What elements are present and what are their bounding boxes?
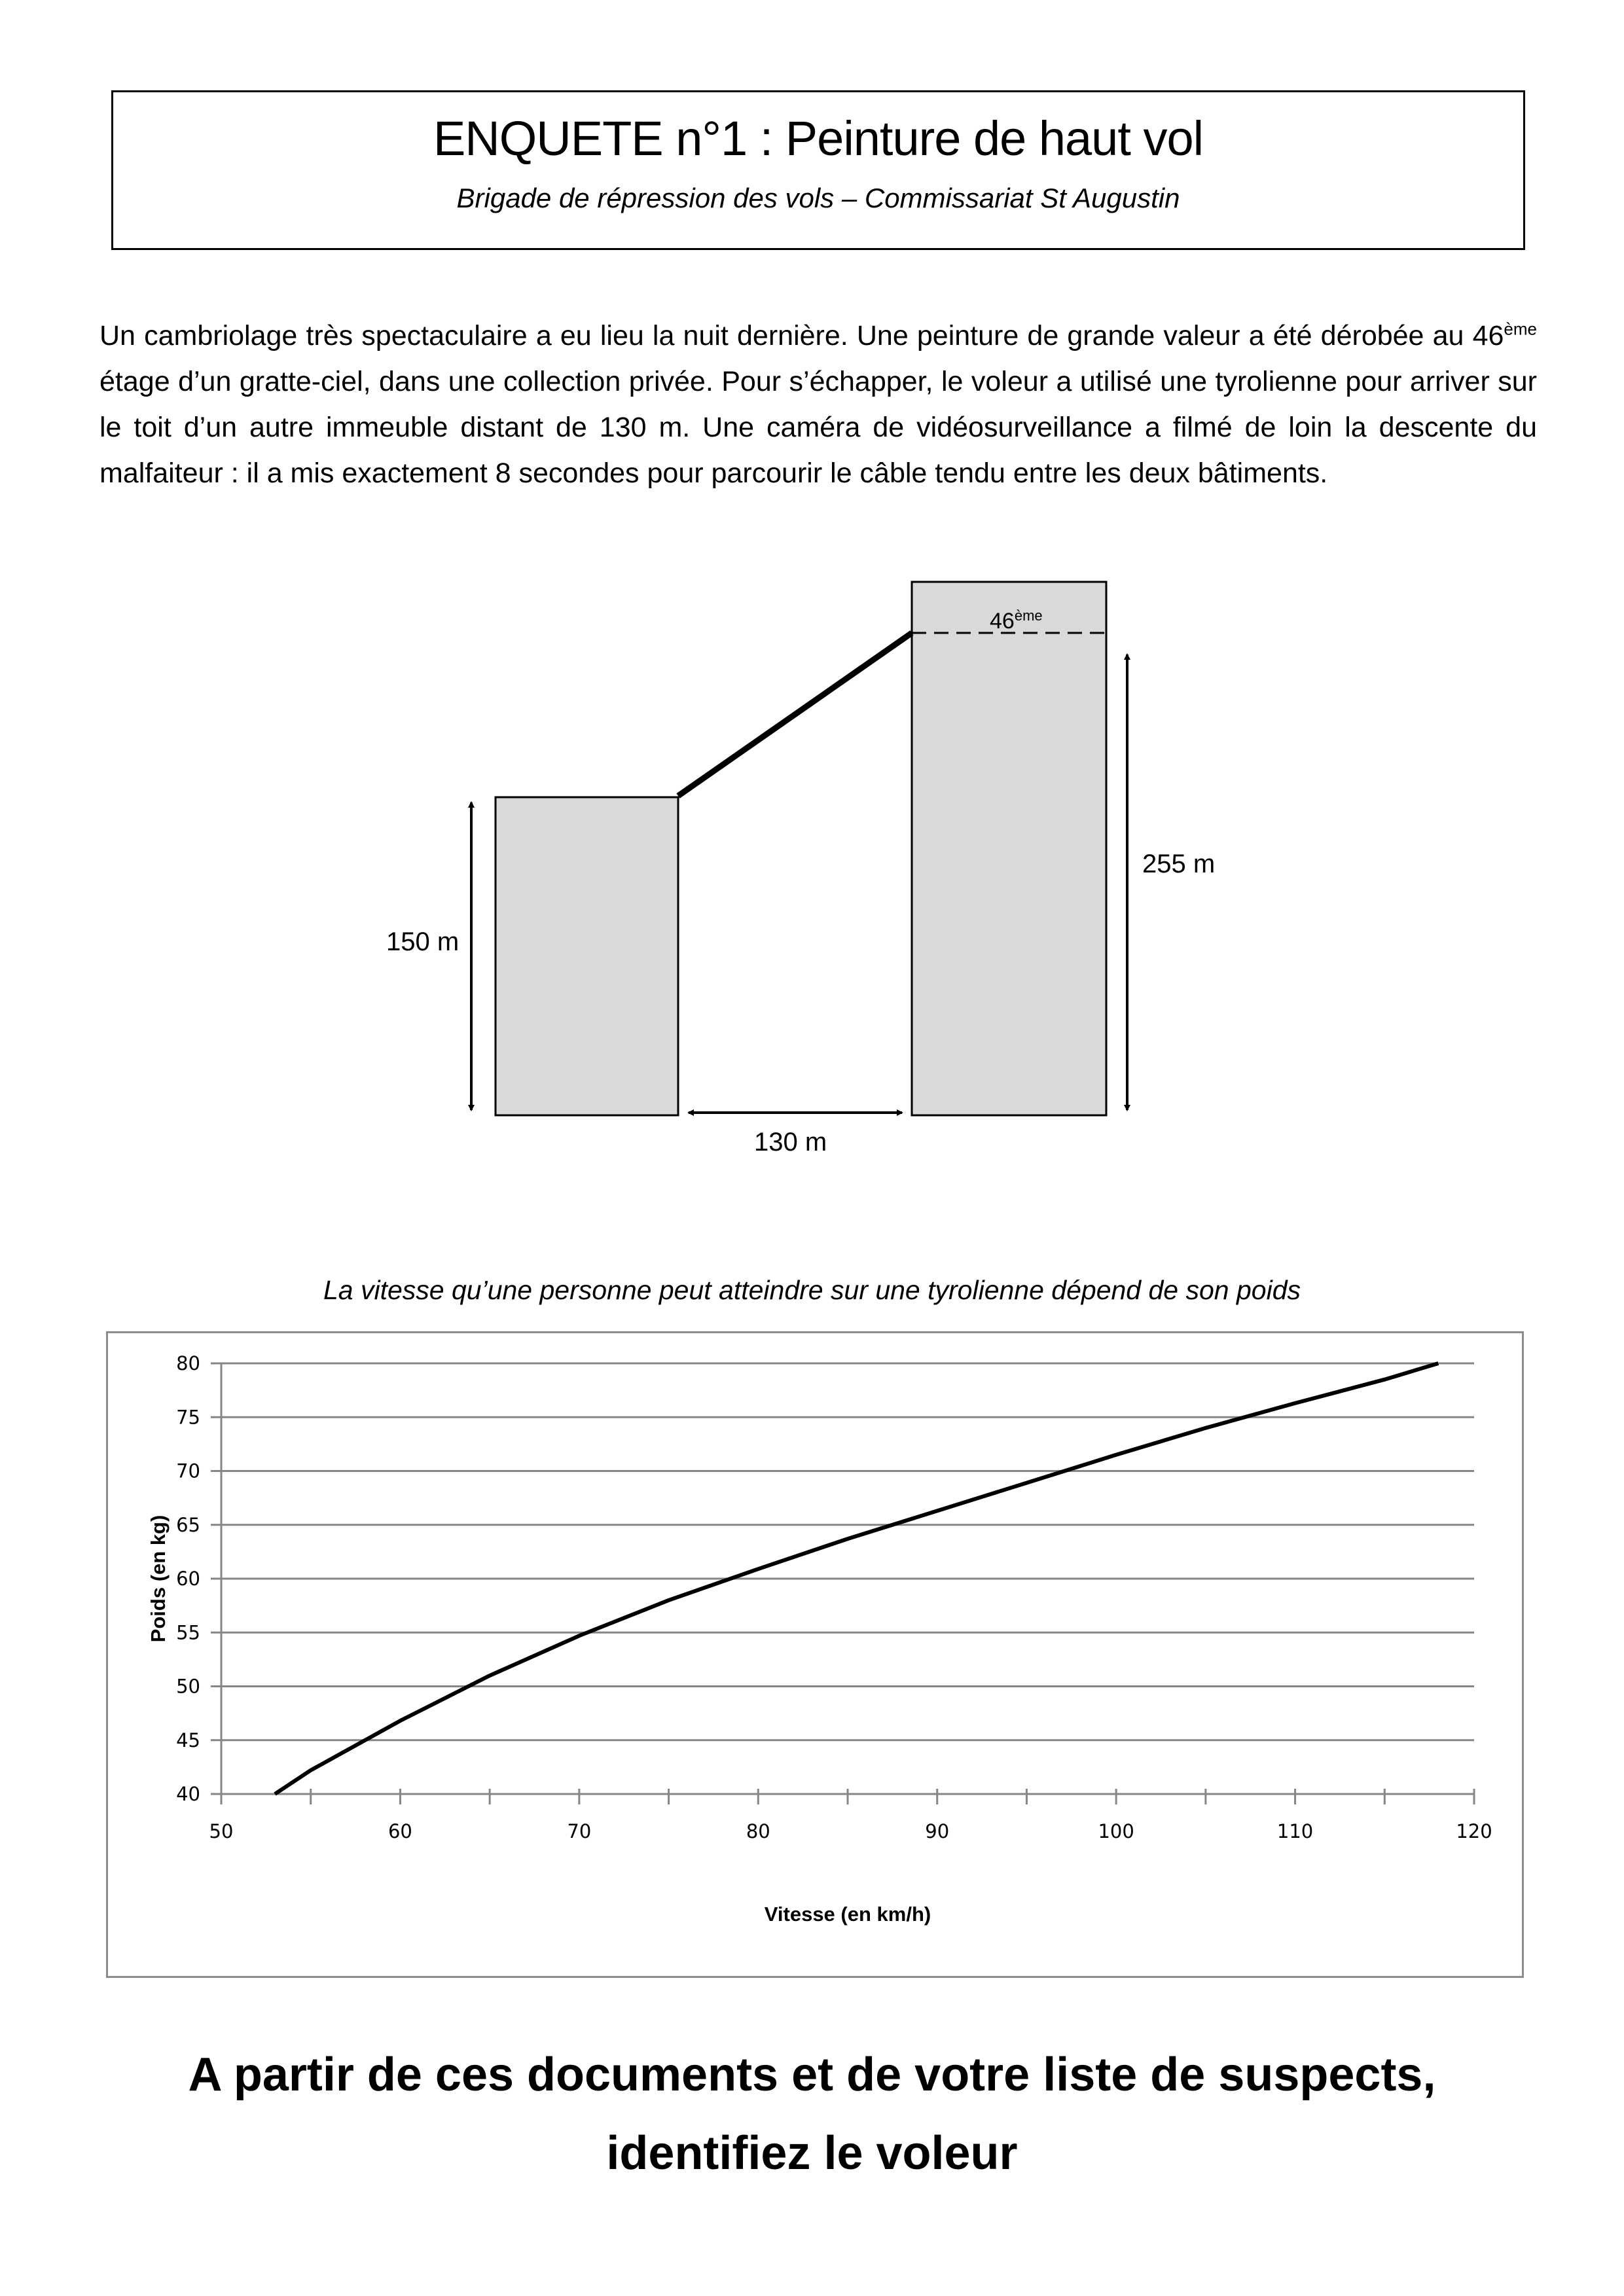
page-subtitle: Brigade de répression des vols – Commissariat St Augustin [456,183,1180,213]
y-tick-label: 75 [176,1406,200,1429]
left-height-label: 150 m [386,927,460,956]
floor-label-number: 46 [990,609,1015,634]
distance-label: 130 m [754,1128,827,1157]
y-axis-ticks [176,1352,200,1805]
chart-gridlines [211,1363,1474,1794]
x-tick-label: 70 [567,1820,592,1842]
conclusion-line-1: A partir de ces documents et de votre liste de suspects, [188,2049,1436,2101]
y-tick-label: 45 [176,1729,200,1751]
y-tick-label: 55 [176,1621,200,1644]
floor-label-sup: ème [1014,607,1043,624]
chart-caption: La vitesse qu’une personne peut atteindre sur une tyrolienne dépend de son poids [323,1275,1301,1305]
x-axis-ticks [209,1789,1492,1842]
x-tick-label: 110 [1276,1820,1314,1842]
conclusion-text [0,2036,1624,2193]
conclusion-line-2: identifiez le voleur [606,2127,1018,2179]
x-tick-label: 80 [746,1820,770,1842]
x-tick-label: 100 [1098,1820,1134,1842]
y-tick-label: 40 [176,1783,200,1805]
y-tick-label: 65 [176,1513,200,1536]
y-axis-title: Poids (en kg) [147,1515,170,1643]
x-axis-title: Vitesse (en km/h) [764,1903,931,1926]
y-tick-label: 70 [176,1460,200,1482]
intro-superscript: ème [1504,319,1537,339]
y-tick-label: 60 [176,1568,200,1590]
x-tick-label: 50 [209,1820,234,1842]
x-tick-label: 60 [388,1820,412,1842]
intro-text-1: Un cambriolage très spectaculaire a eu lieu la nuit dernière. Une peinture de grande valeur a été dérobée au 46 [99,320,1504,351]
intro-text-2: étage d’un gratte-ciel, dans une collection privée. Pour s’échapper, le voleur a utilisé une tyrolienne pour arriver sur le toit d’un autre immeuble distant de 130 m. Une caméra de vidéosurveillance a filmé de loin la descente du malfaiteur : il a mis exactement 8 secondes pour parcourir le câble tendu entre les deux bâtiments. [99,366,1537,489]
x-tick-label: 120 [1456,1820,1492,1842]
y-tick-label: 80 [176,1352,200,1374]
x-tick-label: 90 [925,1820,950,1842]
page-title: ENQUETE n°1 : Peinture de haut vol [433,111,1204,166]
y-tick-label: 50 [176,1675,200,1698]
right-height-label: 255 m [1142,850,1216,878]
